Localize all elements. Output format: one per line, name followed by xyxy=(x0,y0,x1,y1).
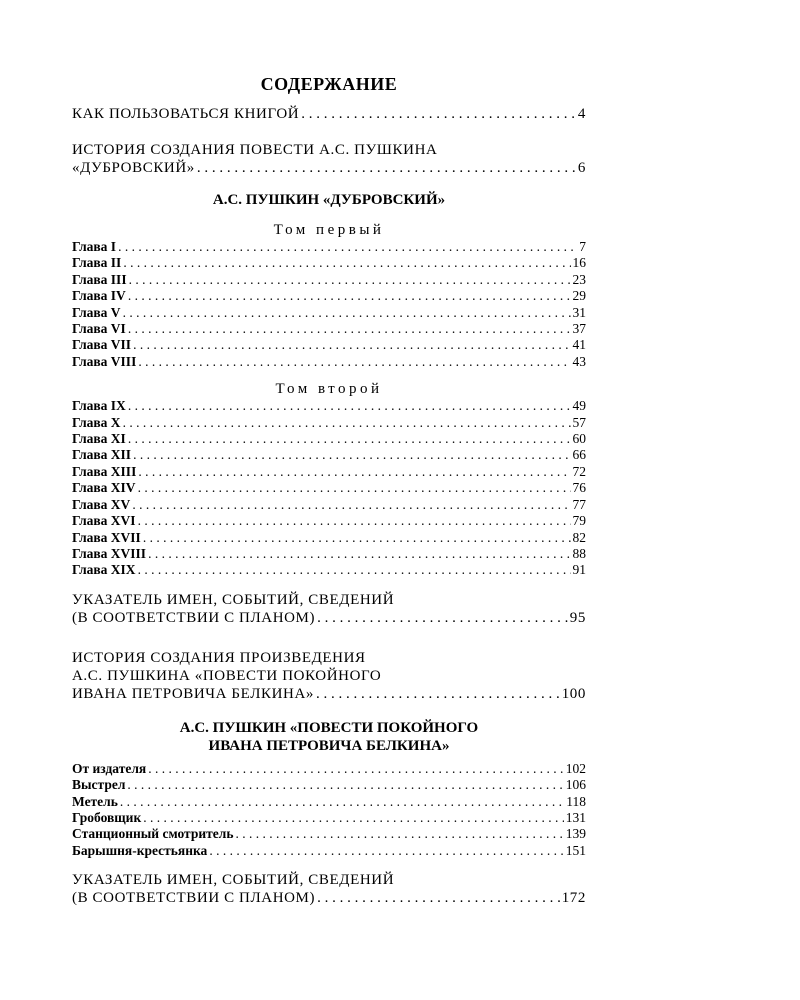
dot-leader xyxy=(317,889,560,907)
toc-entry-page: 41 xyxy=(572,337,586,353)
toc-entry-page: 7 xyxy=(579,239,586,254)
story-entry[interactable] xyxy=(72,810,586,826)
dot-leader xyxy=(143,810,564,826)
chapter-entry[interactable] xyxy=(72,546,586,562)
chapter-list-volume-2 xyxy=(72,398,586,578)
toc-entry-page: 88 xyxy=(572,545,586,561)
toc-entry-label: Глава XV xyxy=(72,496,131,512)
toc-entry-label-line: ИСТОРИЯ СОЗДАНИЯ ПОВЕСТИ А.С. ПУШКИНА xyxy=(72,142,438,158)
story-entry[interactable] xyxy=(72,794,586,810)
section-title-belkin-line: ИВАНА ПЕТРОВИЧА БЕЛКИНА» xyxy=(208,737,450,754)
chapter-entry[interactable] xyxy=(72,255,586,271)
dot-leader xyxy=(138,513,571,529)
toc-entry-history-dubrovsky[interactable] xyxy=(72,141,586,177)
toc-entry-label-line: А.С. ПУШКИНА «ПОВЕСТИ ПОКОЙНОГО xyxy=(72,667,382,684)
toc-entry-label: Глава XVI xyxy=(72,513,136,529)
chapter-entry[interactable] xyxy=(72,513,586,529)
toc-entry-how-to-use[interactable] xyxy=(72,105,586,123)
section-title-dubrovsky: А.С. ПУШКИН «ДУБРОВСКИЙ» xyxy=(212,192,446,208)
dot-leader xyxy=(317,609,568,627)
toc-entry-page: 4 xyxy=(577,106,586,122)
chapter-entry[interactable] xyxy=(72,288,586,304)
toc-entry-label-line: УКАЗАТЕЛЬ ИМЕН, СОБЫТИЙ, СВЕДЕНИЙ xyxy=(72,872,395,889)
dot-leader xyxy=(128,398,571,414)
dot-leader xyxy=(132,497,570,513)
toc-entry-label: Глава XIV xyxy=(72,480,136,496)
toc-entry-label: Гробовщик xyxy=(72,809,142,825)
toc-entry-page: 31 xyxy=(572,304,586,320)
toc-entry-page: 66 xyxy=(572,447,586,463)
dot-leader xyxy=(143,530,571,546)
toc-entry-page: 82 xyxy=(572,529,586,545)
chapter-entry[interactable] xyxy=(72,398,586,414)
volume-title-1: Том первый xyxy=(273,222,385,238)
chapter-list-volume-1 xyxy=(72,239,586,370)
dot-leader xyxy=(138,464,570,480)
toc-entry-label: Глава VIII xyxy=(72,353,137,369)
toc-entry-page: 131 xyxy=(565,809,586,825)
dot-leader xyxy=(316,685,560,703)
toc-entry-index-2[interactable] xyxy=(72,871,586,907)
toc-entry-label: Глава II xyxy=(72,255,122,271)
toc-entry-label: Глава III xyxy=(72,271,127,287)
toc-entry-page: 29 xyxy=(572,288,586,304)
toc-entry-page: 16 xyxy=(572,255,586,271)
toc-entry-page: 139 xyxy=(565,826,586,842)
dot-leader xyxy=(148,546,570,562)
chapter-entry[interactable] xyxy=(72,415,586,431)
dot-leader xyxy=(235,826,563,842)
dot-leader xyxy=(133,447,570,463)
toc-entry-label: Глава X xyxy=(72,414,121,430)
dot-leader xyxy=(129,272,571,288)
toc-entry-page: 118 xyxy=(566,793,586,809)
toc-entry-page: 72 xyxy=(572,463,586,479)
toc-entry-label-line: ИСТОРИЯ СОЗДАНИЯ ПРОИЗВЕДЕНИЯ xyxy=(72,649,366,666)
toc-entry-label-line: «ДУБРОВСКИЙ» xyxy=(72,160,195,176)
toc-entry-label: Глава XVII xyxy=(72,529,141,545)
chapter-entry[interactable] xyxy=(72,354,586,370)
dot-leader xyxy=(197,159,576,177)
dot-leader xyxy=(133,337,570,353)
dot-leader xyxy=(127,777,563,793)
dot-leader xyxy=(301,105,576,123)
dot-leader xyxy=(118,239,577,255)
toc-entry-page: 106 xyxy=(565,777,586,793)
toc-entry-label: Глава VI xyxy=(72,321,126,337)
story-entry[interactable] xyxy=(72,761,586,777)
chapter-entry[interactable] xyxy=(72,464,586,480)
toc-entry-label: Глава XIX xyxy=(72,562,136,578)
section-title-belkin-line: А.С. ПУШКИН «ПОВЕСТИ ПОКОЙНОГО xyxy=(179,719,479,736)
dot-leader xyxy=(138,480,571,496)
chapter-entry[interactable] xyxy=(72,480,586,496)
toc-entry-label: Глава I xyxy=(72,239,117,254)
dot-leader xyxy=(138,354,570,370)
dot-leader xyxy=(128,321,571,337)
chapter-entry[interactable] xyxy=(72,530,586,546)
toc-entry-label: От издателя xyxy=(72,760,147,776)
toc-entry-page: 95 xyxy=(569,609,586,626)
toc-entry-label: Глава XIII xyxy=(72,463,137,479)
chapter-entry[interactable] xyxy=(72,321,586,337)
toc-entry-label: КАК ПОЛЬЗОВАТЬСЯ КНИГОЙ xyxy=(72,106,300,122)
toc-entry-page: 151 xyxy=(565,842,586,858)
toc-entry-page: 37 xyxy=(572,321,586,337)
toc-entry-page: 100 xyxy=(561,685,586,702)
chapter-entry[interactable] xyxy=(72,431,586,447)
chapter-entry[interactable] xyxy=(72,239,586,255)
dot-leader xyxy=(120,794,564,810)
toc-entry-label: Станционный смотритель xyxy=(72,826,234,842)
dot-leader xyxy=(128,431,571,447)
toc-entry-label: Барышня-крестьянка xyxy=(72,842,208,858)
table-of-contents xyxy=(72,74,586,907)
toc-entry-label-line: ИВАНА ПЕТРОВИЧА БЕЛКИНА» xyxy=(72,685,314,702)
dot-leader xyxy=(209,843,563,859)
toc-entry-page: 49 xyxy=(572,398,586,414)
toc-entry-page: 79 xyxy=(572,513,586,529)
toc-entry-label: Глава IX xyxy=(72,398,126,414)
toc-entry-page: 77 xyxy=(572,496,586,512)
toc-entry-label: Выстрел xyxy=(72,777,126,793)
story-list-belkin xyxy=(72,761,586,859)
chapter-entry[interactable] xyxy=(72,497,586,513)
dot-leader xyxy=(148,761,564,777)
toc-entry-label: Глава VII xyxy=(72,337,132,353)
toc-entry-page: 60 xyxy=(572,431,586,447)
toc-entry-page: 43 xyxy=(572,353,586,369)
chapter-entry[interactable] xyxy=(72,305,586,321)
dot-leader xyxy=(138,562,571,578)
chapter-entry[interactable] xyxy=(72,337,586,353)
dot-leader xyxy=(128,288,571,304)
toc-entry-page: 91 xyxy=(572,562,586,578)
dot-leader xyxy=(123,255,570,271)
toc-entry-label: Глава IV xyxy=(72,288,126,304)
chapter-entry[interactable] xyxy=(72,562,586,578)
story-entry[interactable] xyxy=(72,826,586,842)
toc-entry-page: 102 xyxy=(565,760,586,776)
toc-entry-label: Метель xyxy=(72,793,118,809)
volume-title-2: Том второй xyxy=(275,381,383,398)
toc-entry-page: 57 xyxy=(572,414,586,430)
toc-entry-label-line: (В СООТВЕТСТВИИ С ПЛАНОМ) xyxy=(72,890,316,907)
toc-entry-label: Глава XVIII xyxy=(72,545,147,561)
toc-entry-label: Глава XII xyxy=(72,447,132,463)
toc-entry-label-line: УКАЗАТЕЛЬ ИМЕН, СОБЫТИЙ, СВЕДЕНИЙ xyxy=(72,591,395,608)
toc-entry-label: Глава XI xyxy=(72,431,126,447)
page-title: СОДЕРЖАНИЕ xyxy=(260,74,398,94)
toc-entry-page: 76 xyxy=(572,480,586,496)
toc-entry-index-1[interactable] xyxy=(72,591,586,627)
toc-entry-page: 23 xyxy=(572,271,586,287)
toc-entry-page: 6 xyxy=(577,160,586,176)
toc-entry-page: 172 xyxy=(561,890,586,907)
dot-leader xyxy=(123,305,571,321)
toc-entry-label-line: (В СООТВЕТСТВИИ С ПЛАНОМ) xyxy=(72,609,316,626)
toc-entry-history-belkin[interactable] xyxy=(72,649,586,703)
dot-leader xyxy=(123,415,571,431)
toc-entry-label: Глава V xyxy=(72,304,121,320)
chapter-entry[interactable] xyxy=(72,447,586,463)
story-entry[interactable] xyxy=(72,843,586,859)
chapter-entry[interactable] xyxy=(72,272,586,288)
story-entry[interactable] xyxy=(72,777,586,793)
